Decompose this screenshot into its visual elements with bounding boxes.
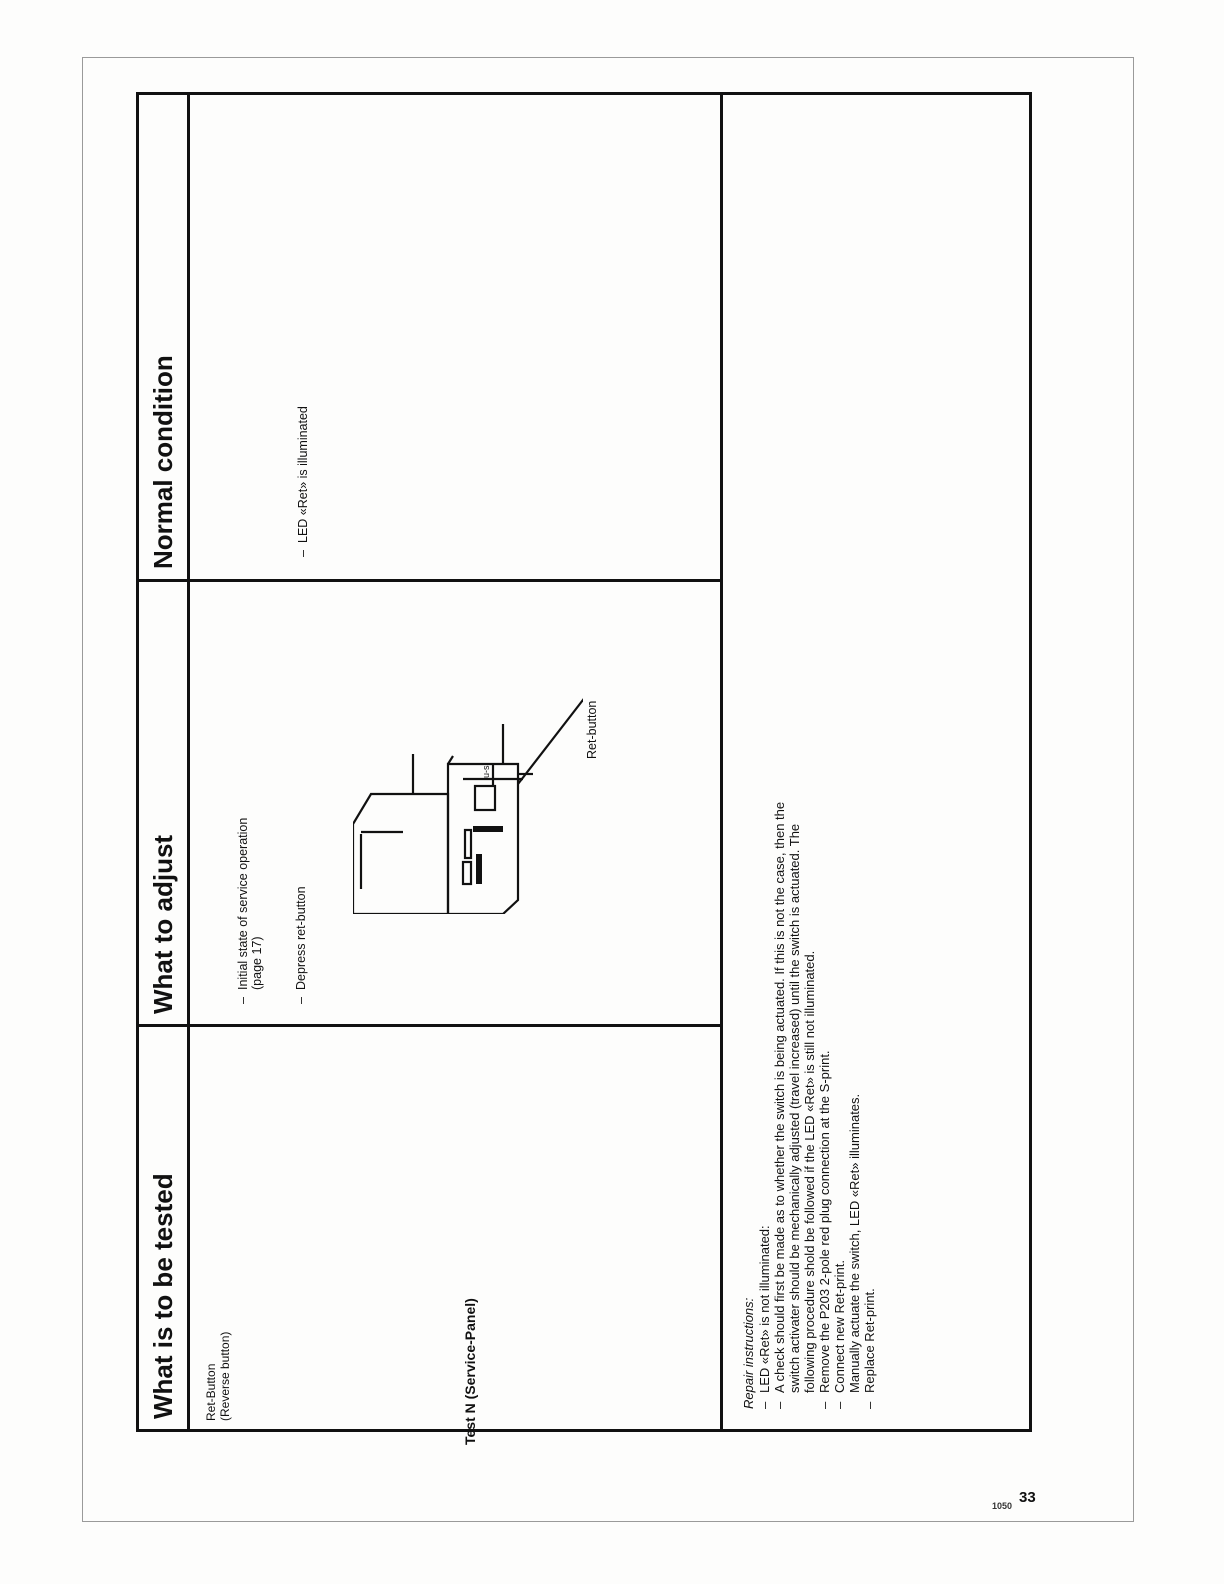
repair-line: –LED «Ret» is not illuminated: — [757, 1225, 772, 1409]
diagram-callout-mark: u-s — [481, 765, 491, 778]
adjust-step-2-text: Depress ret-button — [294, 886, 308, 990]
header-what-tested: What is to be tested — [148, 1173, 178, 1419]
repair-instructions — [720, 95, 1029, 1429]
repair-line: Manually actuate the switch, LED «Ret» illuminates. — [847, 1093, 862, 1393]
tested-cell — [190, 1027, 720, 1429]
tested-item-name: Ret-Button — [204, 1363, 218, 1421]
page-number: 33 — [1019, 1489, 1036, 1506]
adjust-step-2 — [294, 886, 308, 1004]
adjust-cell — [190, 582, 720, 1027]
table-header-row — [139, 95, 190, 1429]
footer-code: 1050 — [992, 1501, 1013, 1511]
dash-bullet: – — [296, 550, 310, 557]
rotated-sheet — [136, 92, 1032, 1432]
repair-line: switch activater should be mechanically adjusted (travel increased) until the switch is actuated. The — [787, 823, 802, 1393]
header-what-adjust: What to adjust — [139, 582, 187, 1027]
repair-line: –A check should first be made as to whether the switch is being actuated. If this is not the case, then the — [772, 801, 787, 1409]
tested-item-desc: (Reverse button) — [218, 1331, 232, 1421]
repair-line: –Remove the P203 2-pole red plug connection at the S-print. — [817, 1050, 832, 1409]
repair-title: Repair instructions: — [741, 1297, 756, 1409]
adjust-step-1-ref: (page 17) — [250, 936, 264, 990]
normal-cell — [190, 92, 720, 582]
ret-button-diagram — [353, 604, 583, 914]
normal-condition-item — [296, 406, 310, 557]
diagram-label-ret-button: Ret-button — [585, 700, 599, 759]
footer-title: Test N (Service-Panel) — [462, 1298, 478, 1445]
dash-bullet: – — [236, 997, 250, 1004]
repair-line: –Connect new Ret-print. — [832, 1260, 847, 1409]
test-table — [136, 92, 1032, 1432]
adjust-step-1 — [236, 818, 264, 1004]
normal-condition-text: LED «Ret» is illuminated — [296, 406, 310, 543]
header-normal-condition: Normal condition — [139, 92, 187, 582]
repair-line: following procedure shold be followed if the LED «Ret» is still not illuminated. — [802, 950, 817, 1393]
repair-line: –Replace Ret-print. — [862, 1288, 877, 1409]
dash-bullet: – — [294, 997, 308, 1004]
tested-item — [204, 1332, 232, 1421]
adjust-step-1-text: Initial state of service operation — [236, 817, 250, 990]
